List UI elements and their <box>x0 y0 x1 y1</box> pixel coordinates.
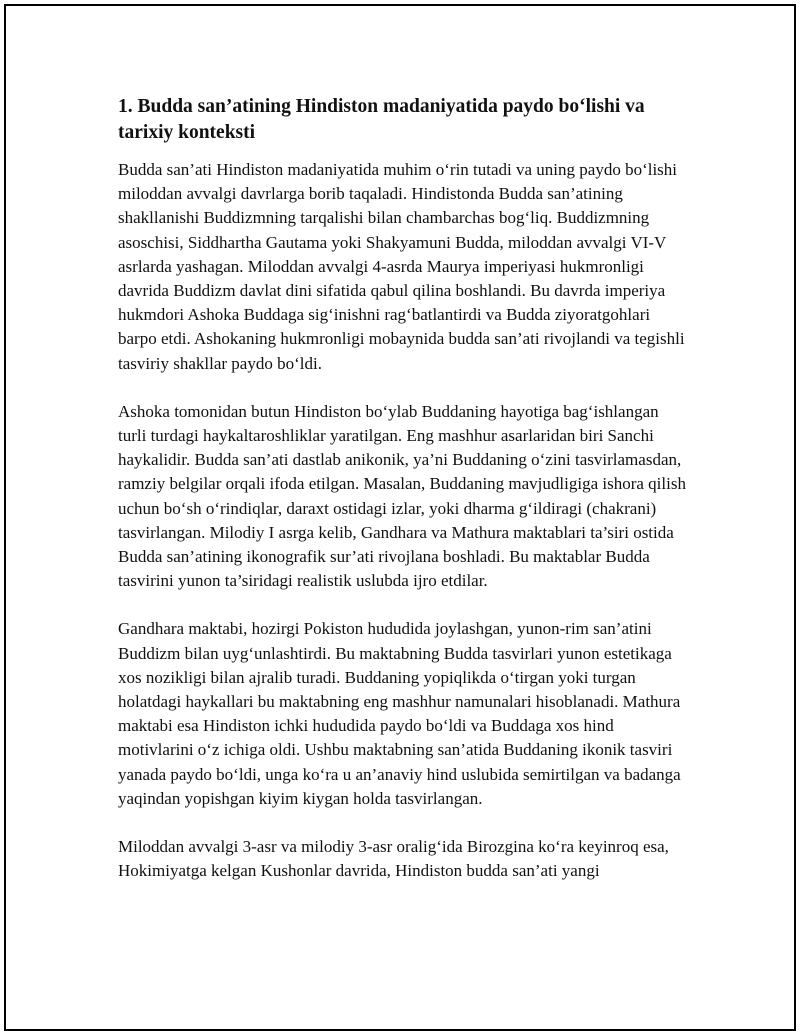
paragraph-2: Ashoka tomonidan butun Hindiston bo‘ylab Buddaning hayotiga bag‘ishlangan turli turdagi haykaltaroshliklar yaratilgan. Eng mashhur asarlaridan biri Sanchi haykalidir. Budda san’ati dastlab anikonik, ya’ni Buddaning o‘zini tasvirlamasdan, ramziy belgilar orqali ifoda etilgan. Masalan, Buddaning mavjudligiga ishora qilish uchun bo‘sh o‘rindiqlar, daraxt ostidagi izlar, yoki dharma g‘ildiragi (chakrani) tasvirlangan. Milodiy I asrga kelib, Gandhara va Mathura maktablari ta’siri ostida Budda san’atining ikonografik sur’ati rivojlana boshladi. Bu maktablar Budda tasvirini yunon ta’siridagi realistik uslubda ijro etdilar. <box>118 401 686 591</box>
document-body <box>118 94 690 907</box>
paragraph-1: Budda san’ati Hindiston madaniyatida muhim o‘rin tutadi va uning paydo bo‘lishi miloddan avvalgi davrlarga borib taqaladi. Hindistonda Budda san’atining shakllanishi Buddizmning tarqalishi bilan chambarchas bog‘liq. Buddizmning asoschisi, Siddhartha Gautama yoki Shakyamuni Budda, miloddan avvalgi VI-V asrlarda yashagan. Miloddan avvalgi 4-asrda Maurya imperiyasi hukmronligi davrida Buddizm davlat dini sifatida qabul qilina boshlandi. Bu davrda imperiya hukmdori Ashoka Buddaga sig‘inishni rag‘batlantirdi va Budda ziyoratgohlari barpo etdi. Ashokaning hukmronligi mobaynida budda san’ati rivojlandi va tegishli tasviriy shakllar paydo bo‘ldi. <box>118 160 685 373</box>
paragraph-3: Gandhara maktabi, hozirgi Pokiston hududida joylashgan, yunon-rim san’atini Buddizm bilan uyg‘unlashtirdi. Bu maktabning Budda tasvirlari yunon estetikaga xos nozikligi bilan ajralib turadi. Buddaning yopiqlikda o‘tirgan yoki turgan holatdagi haykallari bu maktabning eng mashhur namunalari hisoblanadi. Mathura maktabi esa Hindiston ichki hududida paydo bo‘ldi va Buddaga xos hind motivlarini o‘z ichiga oldi. Ushbu maktabning san’atida Buddaning ikonik tasviri yanada paydo bo‘ldi, unga ko‘ra u an’anaviy hind uslubida semirtilgan va badanga yaqindan yopishgan kiyim kiygan holda tasvirlangan. <box>118 619 681 808</box>
paragraph-4: Miloddan avvalgi 3-asr va milodiy 3-asr oralig‘ida Birozgina ko‘ra keyinroq esa, Hokimiyatga kelgan Kushonlar davrida, Hindiston budda san’ati yangi <box>118 837 669 881</box>
section-heading: 1. Budda san’atining Hindiston madaniyatida paydo bo‘lishi va tarixiy konteksti <box>118 96 645 143</box>
